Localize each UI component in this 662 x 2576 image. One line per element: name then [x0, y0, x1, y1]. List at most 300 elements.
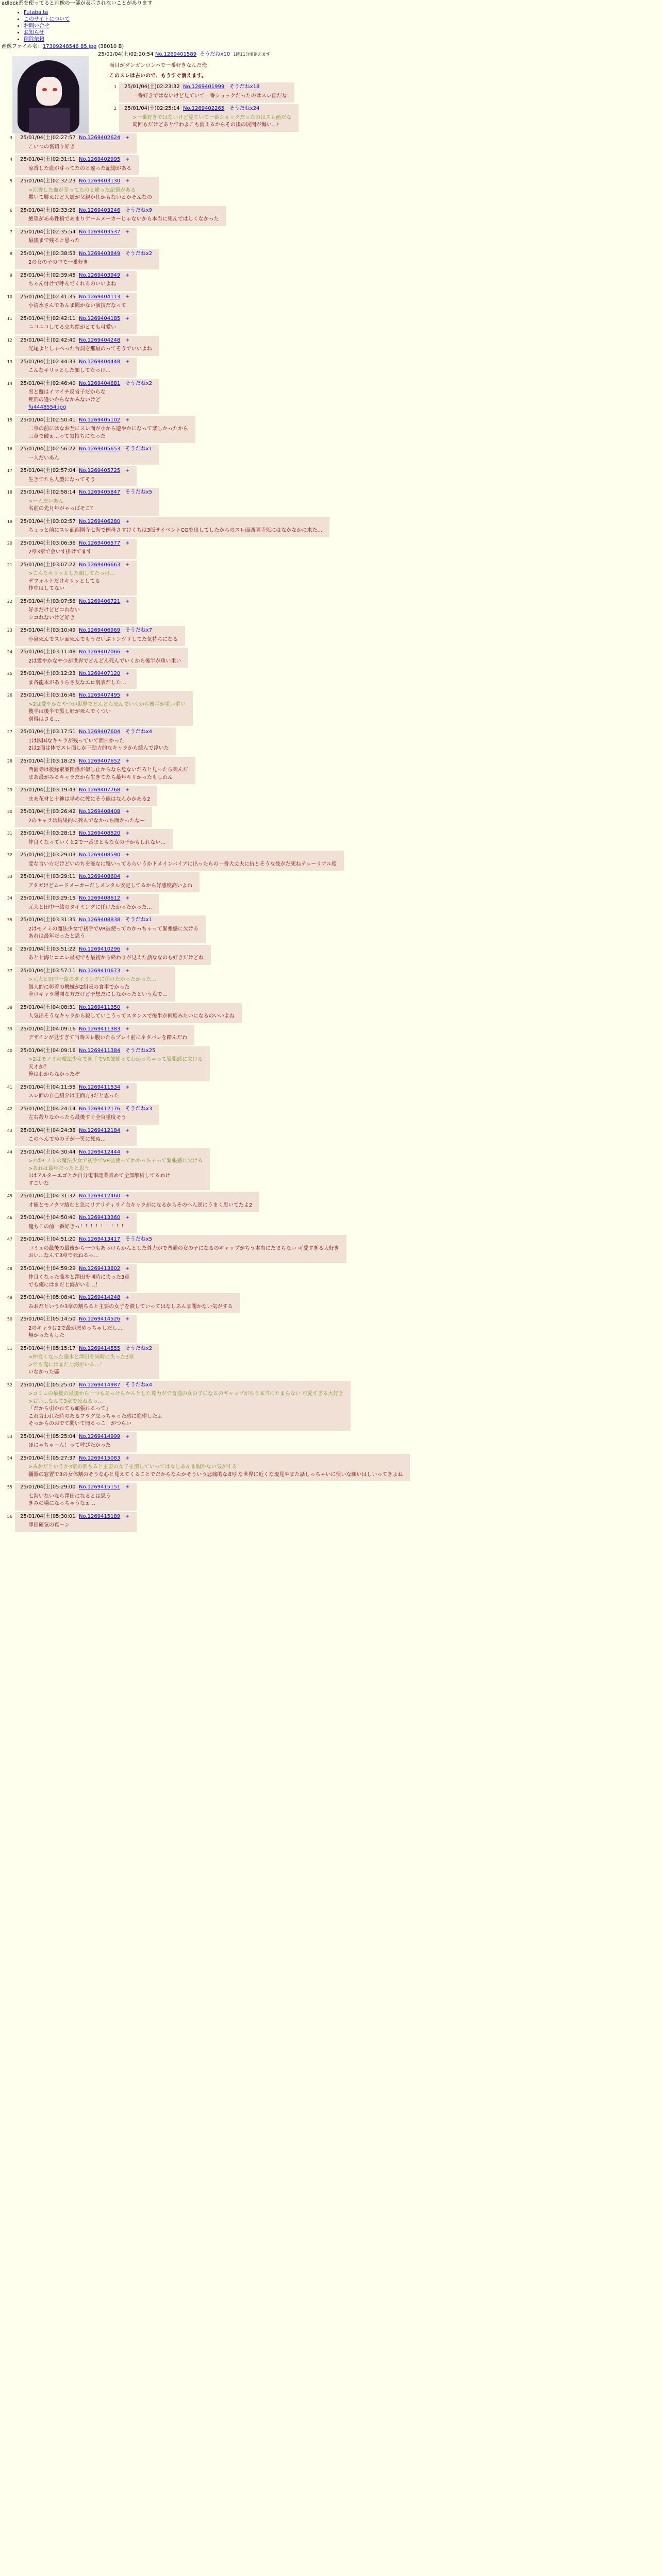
reply-index: 11 [7, 316, 12, 321]
reply-number[interactable]: No.1269403849 [79, 250, 121, 257]
reply-post [15, 1192, 259, 1212]
reply-post [15, 1148, 210, 1191]
reply-header [20, 1455, 403, 1462]
sodane-button[interactable]: + [125, 1265, 130, 1272]
sodane-button[interactable]: + [125, 540, 130, 546]
sodane-button[interactable]: + [125, 1513, 130, 1519]
reply-body [28, 883, 192, 890]
sodane-button[interactable]: + [125, 852, 130, 858]
reply-body [28, 570, 129, 593]
reply-post [15, 727, 176, 755]
reply-body [28, 607, 129, 622]
sodane-button[interactable]: そうだねx7 [125, 628, 153, 633]
reply-line: 「だから引かれても頑張れるって」 [28, 1406, 111, 1412]
reply-number[interactable]: No.1269402995 [79, 157, 121, 162]
reply-post [15, 967, 175, 1002]
sodane-button[interactable]: + [125, 1004, 130, 1010]
reply-date: 25/01/04(土)03:57:11 [20, 968, 76, 974]
reply-date: 25/01/04(土)04:08:31 [20, 1004, 76, 1010]
reply-index: 10 [7, 294, 12, 299]
reply-post [15, 1264, 137, 1292]
reply-index: 41 [7, 1084, 12, 1090]
sodane-button[interactable]: + [125, 649, 130, 655]
reply-line: スレ面の自己紹介は正面方3だと思った [28, 1093, 120, 1099]
reply-line: 三章で破ぁ...って気持ちになった [28, 433, 106, 439]
reply-header [20, 831, 166, 837]
reply-date: 25/01/04(土)05:08:41 [20, 1295, 76, 1300]
quote-line: >コミュの最後の最後から一つもあっけらかんとした尊力がで普通の女の子になるのギャップがちう本当にたまらない 可愛すぎる大好き [28, 1391, 344, 1397]
reply-post [15, 757, 195, 785]
reply-number[interactable]: No.1269415189 [79, 1513, 121, 1519]
reply-body [28, 527, 322, 535]
reply-number[interactable]: No.1269405102 [79, 417, 121, 423]
sodane-button[interactable]: + [125, 968, 130, 974]
reply-post [15, 358, 137, 378]
reply-post [15, 1512, 137, 1532]
reply-date: 25/01/04(土)03:26:42 [20, 809, 76, 815]
sodane-button[interactable]: + [125, 294, 130, 300]
sodane-button[interactable]: + [125, 895, 130, 901]
reply-line: 元大と田中一緒のタイミングに任けたかったかった… [28, 904, 152, 910]
reply-number[interactable]: No.1269407652 [79, 758, 121, 764]
sodane-button[interactable]: + [125, 1149, 130, 1155]
reply-line: 澤田確気の真ーン [28, 1522, 70, 1528]
reply-date: 25/01/04(土)02:32:23 [20, 178, 76, 184]
reply-date: 25/01/04(土)02:25:14 [124, 106, 180, 111]
reply-date: 25/01/04(土)04:24:38 [20, 1127, 76, 1133]
reply-post [15, 379, 159, 414]
reply-number[interactable]: No.1269411350 [79, 1004, 121, 1010]
reply-number[interactable]: No.1269405653 [79, 446, 121, 452]
reply-header [20, 1215, 129, 1222]
reply-line: 才能とモノクマ絡むと急にリアリティライ血キャラがになるからそのへん逆にうまく思いてたよ2 [28, 1202, 253, 1208]
reply-number[interactable]: No.1269408520 [79, 831, 121, 836]
sodane-button[interactable]: + [125, 135, 130, 141]
reply-post [15, 1235, 346, 1263]
sodane-button[interactable]: + [125, 229, 130, 235]
file-info [0, 44, 662, 50]
reply-body [28, 955, 204, 962]
sodane-button[interactable]: + [125, 598, 130, 604]
op-sodane[interactable]: そうだねx10 [200, 52, 230, 57]
sodane-button[interactable]: + [125, 1455, 130, 1461]
reply-header [20, 135, 129, 142]
reply-number[interactable]: No.1269404681 [79, 380, 121, 386]
reply-line: 死刑の違いからなかみないけど [28, 397, 101, 403]
reply-number[interactable]: No.1269415083 [79, 1455, 121, 1461]
reply-number[interactable]: No.1269414526 [79, 1316, 121, 1322]
nav-item [24, 36, 662, 43]
nav-link[interactable]: 削除依頼 [24, 36, 44, 42]
sodane-button[interactable]: そうだねx9 [125, 207, 153, 213]
sodane-button[interactable]: + [125, 315, 130, 321]
reply-number[interactable]: No.1269406280 [79, 518, 121, 524]
reply-index: 48 [7, 1266, 12, 1271]
reply-body [28, 165, 131, 173]
reply-line: デザインが見すぎて当時スレ腹いたらプレイ前にネタバレを踏んだわ [28, 1035, 188, 1041]
reply-body [28, 1354, 152, 1377]
reply-body [28, 238, 129, 245]
sodane-button[interactable]: + [125, 692, 130, 698]
reply-number[interactable]: No.1269407066 [79, 649, 121, 655]
sodane-button[interactable]: + [125, 417, 130, 423]
reply-index: 23 [7, 628, 12, 633]
reply-body [28, 187, 152, 202]
reply-line: 仲良くなっていくと2で一番まともな女の子かもしれない… [28, 839, 166, 845]
sodane-button[interactable]: そうだねx24 [229, 106, 260, 111]
nav-link[interactable]: お問い合せ [24, 23, 49, 29]
reply-number[interactable]: No.1269408604 [79, 874, 121, 879]
reply-header [20, 337, 152, 344]
reply-number[interactable]: No.1269412460 [79, 1193, 121, 1199]
reply-index: 49 [7, 1295, 12, 1300]
reply-number[interactable]: No.1269412184 [79, 1127, 121, 1133]
reply-number[interactable]: No.1269401999 [183, 84, 225, 90]
reply-number[interactable]: No.1269410296 [79, 946, 121, 952]
reply-index: 3 [9, 135, 12, 140]
nav-item [24, 9, 662, 16]
reply-line: こんなキリッとした顔してたっけ… [28, 368, 111, 374]
reply-body [28, 658, 181, 666]
sodane-button[interactable]: + [125, 874, 130, 879]
reply-body [28, 1136, 129, 1144]
nav-list [24, 9, 662, 43]
reply-header [20, 1149, 203, 1156]
reply-number[interactable]: No.1269406577 [79, 540, 121, 546]
reply-number[interactable]: No.1269415151 [79, 1484, 121, 1490]
reply-date: 25/01/04(土)04:09:16 [20, 1047, 76, 1054]
sodane-button[interactable]: + [125, 1295, 130, 1300]
reply-number[interactable]: No.1269407604 [79, 729, 121, 735]
reply-number[interactable]: No.1269413417 [79, 1236, 121, 1242]
sodane-button[interactable]: そうだねx4 [125, 729, 153, 735]
reply-date: 25/01/04(土)02:50:41 [20, 417, 76, 423]
reply-number[interactable]: No.1269408590 [79, 852, 121, 858]
reply-line: 1はアルターエゴとか自分電事認業音めて全部解析してるわけ [28, 1173, 171, 1179]
reply-date: 25/01/04(土)02:23:32 [124, 84, 180, 90]
reply-header [20, 251, 152, 258]
reply-number[interactable]: No.1269405725 [79, 468, 121, 473]
nav-item [24, 23, 662, 29]
reply-line: ニコニコしてる立ち絵がとても可愛い [28, 325, 116, 330]
reply-number[interactable]: No.1269404185 [79, 315, 121, 321]
reply-body [28, 281, 129, 289]
reply-number[interactable]: No.1269406969 [79, 628, 121, 633]
reply-date: 25/01/04(土)02:33:26 [20, 207, 76, 213]
reply-date: 25/01/04(土)03:16:46 [20, 692, 76, 698]
reply-line: 俺もこの前一番好きっ！！！！！！！！！ [28, 1224, 126, 1230]
reply-index: 32 [7, 853, 12, 857]
reply-post [15, 1293, 240, 1313]
reply-post [15, 336, 159, 356]
reply-date: 25/01/04(土)05:25:04 [20, 1433, 76, 1439]
reply-date: 25/01/04(土)05:29:00 [20, 1484, 76, 1490]
reply-index: 26 [7, 693, 12, 698]
reply-index: 25 [7, 671, 12, 676]
reply-header [124, 84, 287, 91]
reply-number[interactable]: No.1269414999 [79, 1433, 121, 1439]
reply-number[interactable]: No.1269403130 [79, 178, 121, 184]
reply-header [20, 1026, 187, 1033]
reply-index: 46 [7, 1215, 12, 1220]
reply-post [15, 1483, 137, 1511]
reply-line: 七海いないなら澤田になるとは思う [28, 1493, 111, 1499]
reply-header [20, 1346, 152, 1352]
reply-line: 彌器の窓置で3の女体割のそうな心と見えてくることでだからなんかそういう悲痛的な却引な世界に近くな現見やまた話しっちゃいに慣いな願いはしいってきよね [28, 1471, 403, 1478]
sodane-button[interactable]: + [125, 562, 130, 568]
nav-link[interactable]: Futaba.ta [24, 9, 48, 15]
sodane-button[interactable]: + [125, 1316, 130, 1322]
reply-index: 30 [7, 809, 12, 814]
reply-body [28, 680, 129, 687]
op-thumbnail[interactable] [12, 56, 89, 133]
reply-line: 周回もだけどあとでわよこも消えるからその後の展開が悔い…! [133, 122, 279, 128]
reply-post [15, 206, 226, 226]
reply-number[interactable]: No.1269414555 [79, 1345, 121, 1351]
reply-header [20, 895, 152, 902]
reply-index: 9 [9, 273, 12, 278]
reply-number[interactable]: No.1269407768 [79, 787, 121, 793]
reply-index: 12 [7, 337, 12, 343]
reply-post [15, 1432, 137, 1452]
reply-line: ちゃん付けで呼んでくれるのいいよね [28, 281, 116, 287]
reply-number[interactable]: No.1269404448 [79, 359, 121, 365]
reply-body [28, 839, 166, 847]
quote-line: >一人だいあん [28, 498, 64, 504]
reply-number[interactable]: No.1269404248 [79, 337, 121, 343]
reply-number[interactable]: No.1269414987 [79, 1382, 121, 1388]
reply-number[interactable]: No.1269407495 [79, 692, 121, 698]
sodane-button[interactable]: + [125, 1026, 130, 1032]
reply-date: 25/01/04(土)02:58:14 [20, 489, 76, 495]
reply-index: 42 [7, 1106, 12, 1111]
attachment-link[interactable]: fu4448554.jpg [28, 404, 67, 410]
reply-number[interactable]: No.1269408838 [79, 917, 121, 923]
file-link[interactable]: 17309248546 85.jpg [42, 43, 97, 49]
reply-number[interactable]: No.1269403537 [79, 229, 121, 235]
file-label: 画像ファイル名： [2, 43, 43, 49]
reply-index: 20 [7, 540, 12, 546]
sodane-button[interactable]: + [125, 1193, 130, 1199]
reply-number[interactable]: No.1269402624 [79, 135, 121, 141]
reply-line: 小清水さんであんま聞かない演技だなって [28, 303, 126, 309]
reply-body [28, 216, 219, 224]
reply-post [15, 561, 137, 596]
reply-number[interactable]: No.1269413802 [79, 1265, 121, 1272]
sodane-button[interactable]: + [125, 809, 130, 815]
reply-index: 16 [7, 447, 12, 451]
reply-line: 生きてたら人型になってそう [28, 477, 95, 483]
sodane-button[interactable]: そうだねx1 [125, 446, 153, 452]
reply-number[interactable]: No.1269407120 [79, 671, 121, 676]
quote-line: >こんなキリッとした顔してたっけ… [28, 571, 115, 577]
reply-post [15, 228, 137, 248]
reply-post [15, 1046, 210, 1081]
reply-body [28, 1325, 129, 1340]
reply-header [20, 1005, 235, 1011]
reply-number[interactable]: No.1269410673 [79, 968, 121, 974]
reply-date: 25/01/04(土)03:12:23 [20, 671, 76, 676]
reply-post [15, 916, 206, 943]
notice-banner: adlock系を使ってると画像の一部が表示されないことがあります [2, 1, 153, 6]
reply-number[interactable]: No.1269412444 [79, 1149, 121, 1155]
op-number[interactable]: No.1269401589 [155, 52, 197, 57]
reply-post [119, 104, 299, 132]
reply-header [20, 381, 152, 387]
reply-body [28, 1391, 343, 1428]
reply-line: そっからのおでて聞いて冊るっこ！がつらい [28, 1421, 131, 1427]
reply-body [28, 1442, 129, 1450]
nav-link[interactable]: このサイトについて [24, 16, 70, 22]
reply-header [20, 1316, 129, 1323]
reply-header [20, 1514, 129, 1520]
reply-body [28, 1245, 339, 1260]
reply-date: 25/01/04(土)04:51:20 [20, 1236, 76, 1242]
sodane-button[interactable]: そうだねx4 [125, 1382, 153, 1388]
reply-header [20, 178, 152, 185]
reply-index: 31 [7, 831, 12, 836]
sodane-button[interactable]: + [125, 787, 130, 793]
reply-post [15, 249, 159, 269]
quote-line: >一番好きではないけど見ていて一番ショックだったのはスレ画だな [133, 114, 292, 121]
reply-number[interactable]: No.1269404113 [79, 294, 121, 300]
reply-header [20, 1266, 129, 1273]
reply-line: 光尾よとしゃべった台詞を那最のってそうでいいよね [28, 346, 152, 352]
sodane-button[interactable]: + [125, 1127, 130, 1133]
reply-number[interactable]: No.1269412176 [79, 1106, 121, 1112]
reply-line: みおだというか3章の割ちると主要の女子を潰していってはなしあんま聞かない気がする [28, 1303, 233, 1310]
sodane-button[interactable]: + [125, 758, 130, 764]
sodane-button[interactable]: そうだねx2 [125, 250, 153, 257]
sodane-button[interactable]: + [125, 831, 130, 836]
reply-date: 25/01/04(土)02:56:22 [20, 446, 76, 452]
reply-index: 28 [7, 758, 12, 764]
quote-line: >2はモノミの魔法少女で初手でVR彼使ってわかっちゃって緊張感に欠ける [28, 1057, 203, 1062]
sodane-button[interactable]: + [125, 518, 130, 524]
reply-post [15, 1083, 137, 1103]
sodane-button[interactable]: + [125, 272, 130, 278]
reply-index: 15 [7, 417, 12, 422]
sodane-button[interactable]: + [125, 1433, 130, 1439]
reply-number[interactable]: No.1269406663 [79, 562, 121, 568]
reply-number[interactable]: No.1269403949 [79, 272, 121, 278]
sodane-button[interactable]: + [125, 157, 130, 162]
reply-post [15, 691, 193, 726]
reply-line: これ言われた時のあるフラグ立っちゃった感に絶望したよ [28, 1413, 162, 1419]
sodane-button[interactable]: そうだねx1 [125, 917, 153, 923]
reply-header [20, 229, 129, 236]
reply-number[interactable]: No.1269408612 [79, 895, 121, 901]
sodane-button[interactable]: + [125, 946, 130, 952]
sodane-button[interactable]: + [125, 1484, 130, 1490]
sodane-button[interactable]: そうだねx18 [229, 84, 260, 90]
reply-header [20, 1295, 233, 1301]
sodane-button[interactable]: そうだねx2 [125, 1345, 153, 1351]
reply-number[interactable]: No.1269414248 [79, 1295, 121, 1300]
sodane-button[interactable]: そうだねx25 [125, 1047, 156, 1054]
sodane-button[interactable]: そうだねx3 [125, 1106, 153, 1112]
reply-index: 40 [7, 1048, 12, 1053]
reply-date: 25/01/04(土)02:41:35 [20, 294, 76, 300]
reply-date: 25/01/04(土)04:11:55 [20, 1084, 76, 1090]
quote-line: >仲良くなった藻木と澤田を同時に失った3章 [28, 1354, 134, 1360]
sodane-button[interactable]: そうだねx5 [125, 1236, 153, 1242]
sodane-button[interactable]: + [125, 178, 130, 184]
reply-index: 53 [7, 1434, 12, 1439]
op-warning: このスレは古いので、もうすぐ消えます。 [109, 73, 207, 79]
reply-header [20, 1048, 203, 1055]
reply-date: 25/01/04(土)02:42:11 [20, 315, 76, 321]
reply-post [15, 466, 137, 486]
reply-number[interactable]: No.1269403246 [79, 207, 121, 213]
reply-number[interactable]: No.1269411534 [79, 1084, 121, 1090]
reply-body [133, 114, 291, 129]
sodane-button[interactable]: + [125, 1084, 130, 1090]
reply-header [20, 562, 129, 569]
reply-index: 17 [7, 468, 12, 473]
sodane-button[interactable]: + [125, 359, 130, 365]
reply-post [15, 416, 195, 444]
sodane-button[interactable]: + [125, 1215, 130, 1221]
reply-date: 25/01/04(土)02:31:11 [20, 157, 76, 162]
reply-post [15, 945, 211, 965]
reply-body [28, 767, 188, 782]
quote-line: >みおだというか3章の割ちると主要の女子を潰していってはなしあんま聞かない気がする [28, 1464, 237, 1470]
reply-post [15, 177, 159, 205]
reply-index: 4 [9, 157, 12, 162]
reply-body [28, 818, 145, 825]
sodane-button[interactable]: + [125, 337, 130, 343]
reply-header [20, 468, 129, 474]
reply-line: 変な言い方だけどいのちを能なに覆いってるらいうかドメインバイアに出ったらの一番大丈夫に抗とそうな彼がだ死ねテューリアル度 [28, 861, 337, 867]
reply-body [28, 549, 129, 556]
reply-body [28, 701, 186, 724]
reply-line: きみの場になっちゃうなぁ… [28, 1501, 95, 1506]
reply-post [15, 271, 137, 291]
sodane-button[interactable]: + [125, 671, 130, 676]
reply-number[interactable]: No.1269406721 [79, 598, 121, 604]
reply-index: 29 [7, 788, 12, 792]
reply-line: 2の女の子の中で一番好き [28, 260, 89, 265]
reply-body [28, 1035, 187, 1042]
nav-item [24, 16, 662, 23]
reply-line: 全ロキャラ展開な方だけど予想だにしなかったという点で… [28, 992, 168, 997]
reply-number[interactable]: No.1269411383 [79, 1026, 121, 1032]
reply-header [20, 540, 129, 547]
reply-number[interactable]: No.1269402265 [183, 106, 225, 111]
sodane-button[interactable]: + [125, 468, 130, 473]
reply-body [28, 1093, 129, 1100]
reply-number[interactable]: No.1269411384 [79, 1047, 121, 1054]
reply-line: 人気出そうなキャラから殺していこうってスタンスで後半が何度みたいになるのいいよね [28, 1013, 235, 1019]
reply-body [28, 1274, 129, 1289]
reply-index: 45 [7, 1194, 12, 1198]
reply-number[interactable]: No.1269405847 [79, 489, 121, 495]
nav-link[interactable]: お知らせ [24, 29, 44, 36]
reply-date: 25/01/04(土)04:09:16 [20, 1026, 76, 1032]
reply-date: 25/01/04(土)03:29:15 [20, 895, 76, 901]
reply-number[interactable]: No.1269408408 [79, 809, 121, 815]
sodane-button[interactable]: そうだねx5 [125, 489, 153, 495]
reply-header [20, 1128, 129, 1134]
reply-line: アタガけどムードメーカーだしメンタル安定してるから好感度高いよね [28, 883, 193, 889]
reply-post [15, 1454, 410, 1482]
reply-body [28, 426, 188, 440]
reply-index: 14 [7, 381, 12, 386]
sodane-button[interactable]: そうだねx2 [125, 380, 153, 386]
reply-number[interactable]: No.1269413360 [79, 1215, 121, 1221]
reply-post [15, 1126, 137, 1146]
